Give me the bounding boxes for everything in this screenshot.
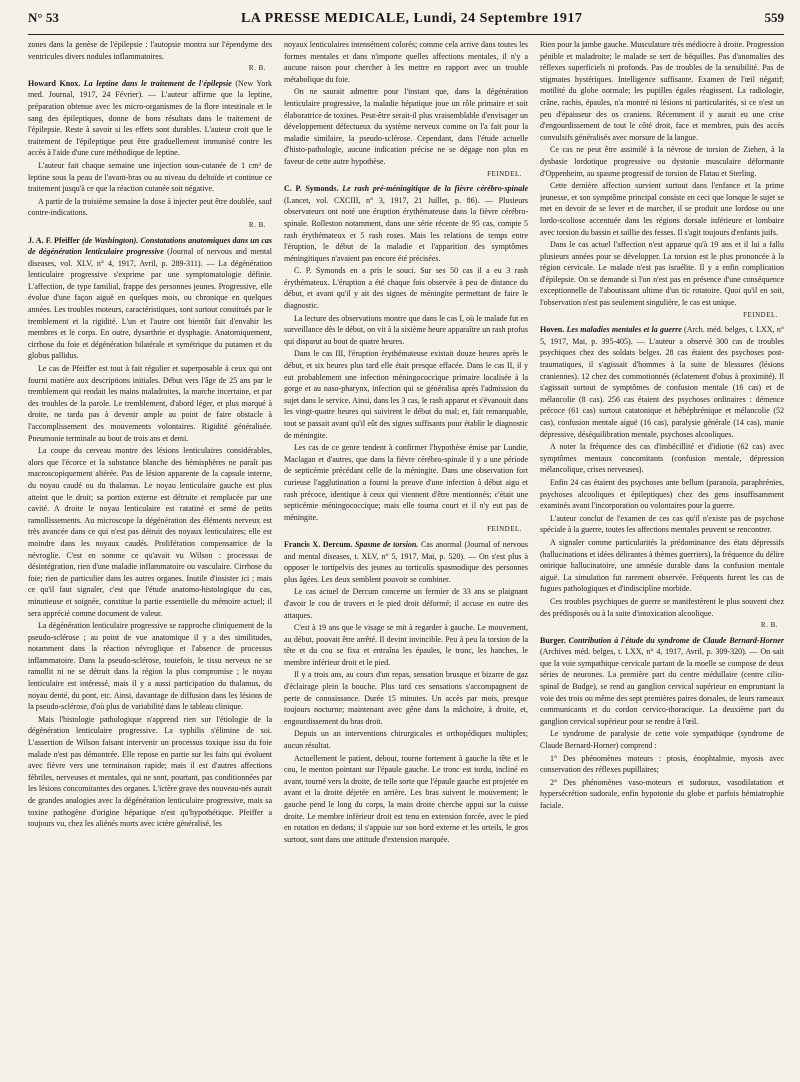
paragraph: Rien pour la jambe gauche. Musculature très médiocre à droite. Progression pénible et maladroite; le malade se sert de béquilles. Pas d'anomalies des réflexes superficiels ni profonds. Pas de troubles de la sensibilité. Pas de stigmates hystériques. Intelligence suffisante. Examen de l'œil négatif; motilité du globe normale; les pupilles égales réagissent. La radiologie, crâne, rachis, épaules, n'a montré ni lésions ni particularités, si ce n'est un peu d'épaisseur des os craniens. Récemment il y aurait eu une crise d'engourdissement de tout le côté droit, face et membres, puis des accès convulsifs généralisés avec morsure de la langue. xyxy=(540,40,784,142)
paragraph: A partir de la troisième semaine la dose à injecter peut être doublée, sauf contre-indications. xyxy=(28,196,272,218)
article-reference: (Arch. méd. belges, t. LXX, n° 5, 1917, Mai, p. 395-405). xyxy=(540,325,784,346)
paragraph: Il y a trois ans, au cours d'un repas, sensation brusque et bizarre de gaz d'éclairage plein la bouche. Plus tard ces sensations s'accompagnent de perte de connaissance. Durée 15 minutes. Un accès par mois, presque toujours nocturne; maintenant avec gêne dans la mâchoire, à droite, et, engourdissement du bras droit. xyxy=(284,670,528,726)
article-author: C. P. Symonds. xyxy=(284,184,339,194)
article-reference: (Lancet, vol. CXCIII, n° 3, 1917, 21 Juillet, p. 86). xyxy=(284,195,480,205)
article-reference: Cas anormal (Journal of nervous and mental diseases, t. XLV, n° 5, 1917, Mai, p. 520). xyxy=(284,539,528,561)
paragraph: C'est à 19 ans que le visage se mit à regarder à gauche. Le mouvement, au début, pouvait être arrêté. Il devint invincible. Peu à peu la torsion de la tête et du cou se fixa et entraîna les épaules, le tronc, les hanches, le membre inférieur droit et le pied. xyxy=(284,623,528,667)
article-author: Francis X. Dercum. xyxy=(284,539,353,549)
paragraph: C. P. Symonds en a pris le souci. Sur ses 50 cas il a eu 3 rash érythémateux. L'éruption a été chaque fois observée à peu de distance du début, et avant qu'il y ait des signes de méningite permettant de faire le diagnostic. xyxy=(284,266,528,311)
paragraph: L'auteur fait chaque semaine une injection sous-cutanée de 1 cm³ de leptine sous la peau de l'avant-bras ou au niveau du deltoïde et continue ce traitement jusqu'à ce que la réaction cutanée soit négative. xyxy=(28,160,272,194)
paragraph: Dans le cas actuel l'affection n'est apparue qu'à 19 ans et il lui a fallu plusieurs années pour se développer. La torsion est le plus prononcée à la région cervicale. Le malade n'est pas israélite. Il y a enfin complication d'épilepsie. On se demande si l'on n'est pas en présence d'une conséquence exceptionnelle de l'aboutissant ultime d'un tic rotatoire. Quoi qu'il en soit, l'observation n'est pas seulement singulière, le cas est unique. xyxy=(540,240,784,308)
paragraph: La lecture des observations montre que dans le cas I, où le malade fut en surveillance dès le début, on vit à la sixième heure apparaître un rash profus qui disparut au bout de quatre heures. xyxy=(284,313,528,346)
article-author: Hoven. xyxy=(540,325,565,335)
article-title: Le rash pré-méningitique de la fièvre cérébro-spinale xyxy=(342,184,528,194)
paragraph: Les cas de ce genre tendent à confirmer l'hypothèse émise par Lundie, Maclagan et d'autres, que dans la fièvre cérébro-spinale il y a une période de septicémie précédant celle de la méningite. Dans une observation fort curieuse l'agglutination a fourni la preuve d'une infection à début aigu et rash précoce, identique à ceux qui viennent d'être mentionnés; c'était une septicémie méningococcique; mais elle tourna court et il n'y eut pas de méningite. xyxy=(284,443,528,522)
paragraph: Dans le cas III, l'éruption érythémateuse existait douze heures après le début, et six heures plus tard elle était presque effacée. Dans le cas II, il y eut probablement une infection méningococcique primaire localisée à la gorge et au naso-pharynx, infection qui se généralisa après l'admission du sujet dans le service. Ainsi, dans les 3 cas, le rash apparut et s'évanouit dans les vingt-quatre heures qui suivirent le début du mal; et, fait remarquable, tout se passait avant qu'il eût des signes suffisants pour établir le diagnostic de méningite. xyxy=(284,349,528,440)
article-title: Spasme de torsion. xyxy=(354,539,419,549)
article-summary xyxy=(284,539,528,585)
header-rule xyxy=(28,34,784,35)
paragraph: Le cas actuel de Dercum concerne un fermier de 33 ans se plaignant d'avoir le cou de travers et le pied droit déformé; il accuse en outre des attaques. xyxy=(284,587,528,620)
article-body: — L'auteur a observé 300 cas de troubles psychiques chez des soldats belges. 28 cas étaient des psychoses post-traumatiques, il s'agissait d'hommes à la suite de blessures (lésions craniennes). 12 chez des commotionnés (éclatement d'obus à proximité). Il s'agissait surtout de symptômes de confusion mentale (16 cas) et de mélancolie (8 cas). 256 cas étaient des psychoses ordinaires : démence précoce (61 cas) surtout catatonique et hébéphrénique et mélancolie (52 cas), confusion mentale aiguë (16 cas), paralysie générale (14 cas), manie dépressive, déséquilibration mentale, psychoses alcooliques. xyxy=(540,336,784,439)
signature: R. B. xyxy=(760,621,778,630)
paragraph: La coupe du cerveau montre des lésions lenticulaires considérables, alors que l'écorce et la substance blanche des hémisphères ne paraît pas macroscopiquement altérée. Pas de lésion apparente de la capsule interne, du noyau caudé ou du thalamus. Le noyau lenticulaire gauche est plus atteint que le droit; sa portion externe est détruite et remplacée par une cavité. A droite le noyau lenticulaire est ratatiné et semé de petits ramollissements. Au microscope la dégénération des éléments nerveux est très avancée dans ce qui n'est pas détruit des noyaux lenticulaires; elle est moindre dans les noyaux caudés. Prolifération compensatrice de la névroglie. C'est en somme ce qu'avait vu Wilson : processus de désintégration, rien d'une maladie inflammatoire ou vasculaire. Cirrhose du foie; rien de particulier dans les autres organes. Inutile d'insister ici ; mais ce qu'il faut signaler, c'est que l'étude anatomo-histologique du cas, minutieuse et soignée, constitue la partie essentielle du mémoire actuel; il sera apprécié comme document de valeur. xyxy=(28,446,272,618)
paragraph: Depuis un an interventions chirurgicales et orthopédiques multiples; aucun résultat. xyxy=(284,729,528,751)
article-author: J. A. F. Pfeiffer xyxy=(28,235,80,245)
signature: FEINDEL. xyxy=(743,310,778,319)
article-title: (de Washington). Constatations anatomiques dans un cas de dégénération lenticulaire progressive xyxy=(28,235,272,257)
paragraph: Actuellement le patient, debout, tourne fortement à gauche la tête et le cou, le menton pointant sur l'épaule gauche. Le tronc est tordu, incliné en avant, tourné vers la droite, de telle sorte que l'épaule gauche est projetée en avant et la droite déjetée en arrière. Les bras suivent le mouvement; le gauche pend le long du corps, la main droite cherche appui sur la cuisse droite. Le membre inférieur droit est tenu en extension forcée, avec le pied en rotation en dedans; il s'appuie sur son bord externe et les orteils, le gros surtout, sont dans une attitude d'extension marquée. xyxy=(284,753,528,844)
paragraph: Le cas de Pfeiffer est tout à fait régulier et superposable à ceux qui ont fourni matière aux descriptions initiales. Début vers l'âge de 25 ans par le tremblement qui rendait les mains maladroites, la marche incertaine, et par des troubles de la parole. Le tremblement, d'abord léger, et plus marqué à droite, ne tarda pas à devenir ample au point de faire obstacle à l'accomplissement des mouvements volontaires. Rigidité généralisée. Pneumonie terminale au bout de trois ans et demi. xyxy=(28,364,272,443)
article-title: La leptine dans le traitement de l'épilepsie xyxy=(83,78,232,88)
signature: FEINDEL. xyxy=(487,169,522,178)
journal-title: LA PRESSE MEDICALE, Lundi, 24 Septembre 1917 xyxy=(240,11,583,26)
paragraph: Enfin 24 cas étaient des psychoses ante bellum (paranoïa, paraphrénies, psychoses alcooliques et épileptiques) chez des gens insuffisamment examinés avant l'incorporation ou volontaires pour la guerre. xyxy=(540,477,784,511)
article-reference: (New York med. Journal, 1917, 24 Février). xyxy=(28,78,272,100)
article-body: — On s'est plus à opposer le tortipelvis des jeunes au torticolis spasmodique des personnes plus âgées. Les deux semblent pouvoir se combiner. xyxy=(284,551,528,584)
paragraph: Mais l'histologie pathologique n'apprend rien sur l'étiologie de la dégénération lenticulaire progressive. La syphilis s'élimine de soi. L'assertion de Wilson faisant intervenir un processus toxique issu du foie malade n'est pas démontrée. Elle repose en partie sur les faits qui évoluent avec fièvre vers une terminaison rapide; mais il est d'autres affections fébriles, nerveuses et mentales, qui ne sont, pourtant, pas conditionnées par les lésions concomitantes des organes. L'ictère grave des nouveau-nés aurait de grandes analogies avec la dégénération lenticulaire progressive, mais sa toxine pathogène d'origine hépatique n'est qu'hypothétique. Pfeiffer a toujours vu, chez les aliénés morts avec ictère généralisé, les xyxy=(28,714,272,829)
article-body: — L'auteur affirme que la leptine, préparation obtenue avec les micro-organismes de la flore intestinale et le sang des épileptiques, donne de bons résultats dans le traitement de l'épilepsie. Reste à savoir si les effets sont durables. L'auteur croit que le traitement de l'épileptique peut être graduellement immunisé contre les accès à l'aide d'une cure méthodique de leptine. xyxy=(28,90,272,158)
article-reference: (Journal of nervous and mental diseases, vol. XLV, n° 4, 1917, Avril, p. 289-311). xyxy=(28,247,272,268)
paragraph: La dégénération lenticulaire progressive se rapproche cliniquement de la pseudo-sclérose ; au point de vue anatomique il y a des similitudes, notamment dans la réaction névroglique et l'absence de processus inflammatoire. Dans la pseudo-sclérose, toutefois, le tissu nerveux ne se ramollit ni ne se détruit dans la région la plus compromise ; le noyau lenticulaire est intéressé, mais il y a aussi participation du thalamus, du noyau denté, du pont, etc. Ainsi, davantage de diffusion dans les lésions de la pseudo-sclérose, d'où plus de variabilité dans le tableau clinique. xyxy=(28,621,272,712)
article-title: Contribution à l'étude du syndrome de Claude Bernard-Horner xyxy=(568,635,784,645)
page-header xyxy=(28,10,784,32)
paragraph: A noter la fréquence des cas d'imbécillité et d'idiotie (62 cas) avec symptômes mentaux concomitants (confusion mentale, dépression mélancolique, crises nerveuses). xyxy=(540,442,784,475)
paragraph: On ne saurait admettre pour l'instant que, dans la dégénération lenticulaire progressive, la maladie hépatique joue un rôle primaire et soit élaboratrice de toxines. Peut-être serait-il plus vraisemblable d'envisager un développement défectueux du système nerveux comme on l'a fait pour la maladie similaire, la pseudo-sclérose. Cependant, dans l'étude actuelle d'histo-pathologie, aucune indication précise ne se dégage non plus en faveur de cette autre hypothèse. xyxy=(284,87,528,166)
article-title: Les maladies mentales et la guerre xyxy=(566,325,682,335)
article-summary xyxy=(28,78,272,159)
column-2 xyxy=(284,39,528,1075)
article-summary xyxy=(284,183,528,264)
paragraph: noyaux lenticulaires intensément colorés; comme cela arrive dans toutes les formes mentales et dans n'importe quelles affections mentales, il n'y a aucune raison pour chercher à les mettre en rapport avec un trouble métabolique du foie. xyxy=(284,40,528,84)
paragraph: Le syndrome de paralysie de cette voie sympathique (syndrome de Claude Bernard-Horner) comprend : xyxy=(540,729,784,751)
columns xyxy=(28,39,784,1075)
article-summary xyxy=(28,235,272,363)
column-3 xyxy=(540,39,784,1075)
article-summary xyxy=(540,635,784,728)
paragraph: Cette dernière affection survient surtout dans l'enfance et la prime jeunesse, et son symptôme principal consiste en ceci que lorsque le sujet se met en devoir de se lever et de marcher, il se produit une lordose ou une lordo-scoliose accentuée dans les régions dorsale inférieure et lombaire avec torsion du bassin et saillie des fesses. Il s'agit toujours d'enfants juifs. xyxy=(540,181,784,237)
paragraph: 1° Des phénomènes moteurs : ptosis, énophtalmie, myosis avec conservation des réflexes pupillaires; xyxy=(540,753,784,775)
signature: R. B. xyxy=(248,220,266,229)
column-1 xyxy=(28,39,272,1075)
article-summary xyxy=(540,324,784,440)
article-body: — Plusieurs observateurs ont noté une éruption érythémateuse dans la fièvre cérébro-spinale. Rolleston notamment, dans une série récente de 95 cas, compte 5 rash érythémateux et 5 rash roses. Mais les relations de temps entre l'éruption, le début de la maladie et l'apparition des symptômes méningitiques n'avaient pas encore été précisées. xyxy=(284,195,528,263)
article-author: Burger. xyxy=(540,635,566,645)
paragraph: 2° Des phénomènes vaso-moteurs et sudoraux, vasodilatation et hypersécrétion sudorale, enfin hypotonie du globe et parfois hémiatrophie faciale. xyxy=(540,777,784,810)
signature: R. B. xyxy=(248,64,266,73)
paragraph: Ce cas ne peut être assimilé à la névrose de torsion de Ziehen, à la dysbasie lordotique progressive ou dystonie musculaire déformante d'Oppenheim, au spasme progressif de torsion de Flatau et Sterling. xyxy=(540,145,784,178)
issue-number: N° 53 xyxy=(28,10,59,25)
paragraph: A signaler comme particularités la prédominance des états dépressifs (hallucinations et idées délirantes à thèmes guerriers), la fréquence du délire onirique hallucinatoire, une amnésie durable dans la confusion mentale aiguë. La simulation fut rarement observée. Fréquents furent les cas de fugues pathologiques et d'indiscipline morbide. xyxy=(540,537,784,594)
paragraph: zones dans la genèse de l'épilepsie : l'autopsie montra sur l'épendyme des ventricules divers nodules inflammatoires. xyxy=(28,40,272,61)
page-number: 559 xyxy=(764,10,784,25)
article-reference: (Archives méd. belges, t. LXX, n° 4, 1917, Avril, p. 309-320). xyxy=(540,647,747,657)
paragraph: Ces troubles psychiques de guerre se manifestèrent le plus souvent chez des prédisposés ou à la suite d'intoxication alcoolique. xyxy=(540,596,784,618)
paragraph: L'auteur conclut de l'examen de ces cas qu'il n'existe pas de psychose spéciale à la guerre, toutes les affections mentales peuvent se rencontrer. xyxy=(540,513,784,535)
article-body: — On sait que la voie sympathique cervicale partant de la moelle se compose de deux séries de neurones. La première part du centre médullaire (centre cilio-spinal de Budge), se rend au ganglion cervical supérieur en empruntant la voie des trois ou même des sept premières paires dorsales, de leurs rameaux communicants et du cordon cervico-thoracique. La deuxième part du ganglion cervical supérieur pour se rendre à l'œil. xyxy=(540,647,784,726)
signature: FEINDEL. xyxy=(487,525,522,534)
article-body: — La dégénération lenticulaire progressive s'exprime par une symptomatologie définie. L'affection, de type familial, frappe des personnes jeunes. Progressive, elle évolue d'une façon aiguë en quelques mois, ou chronique en quelques années. Les troubles moteurs, caractéristiques, sont surtout constitués par le tremblement et la rigidité. L'un et l'autre ont bientôt fait d'envahir les membres et le corps. En outre, dysarthrie et dysphagie. Anatomiquement, cirrhose du foie et dégénération bilatérale et symétrique du putamen et du globus pallidus. xyxy=(28,258,272,361)
article-author: Howard Knox. xyxy=(28,78,81,88)
